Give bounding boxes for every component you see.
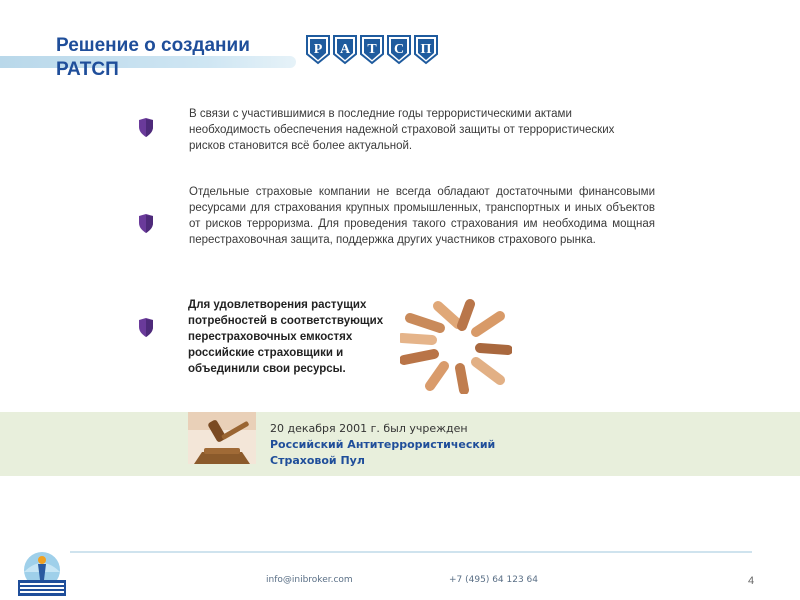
logo-shield-3 xyxy=(361,36,383,63)
logo-letter: С xyxy=(393,42,405,57)
gavel-image xyxy=(188,412,256,464)
footer-email[interactable]: info@inibroker.com xyxy=(266,575,353,585)
band-text xyxy=(270,421,520,469)
band-org-name: Российский Антитеррористический Страховой Пул xyxy=(270,438,496,467)
bullet-text-2: Отдельные страховые компании не всегда обладают достаточными финансовыми ресурсами для страхования крупных промышленных, транспортных и иных объектов от рисков терроризма. Для проведения такого страхования им необходима мощная перестраховочная защита, поддержка других участников страхового рынка. xyxy=(189,186,655,246)
logo-shield-1 xyxy=(307,36,329,63)
footer-phone: +7 (495) 64 123 64 xyxy=(449,575,538,585)
logo-letter: А xyxy=(339,42,351,57)
logo-letter: Р xyxy=(313,42,323,57)
band-date-line: 20 декабря 2001 г. был учрежден xyxy=(270,422,468,435)
logo-letter: Т xyxy=(367,42,377,57)
shield-icon xyxy=(138,118,154,138)
footer-divider xyxy=(70,551,752,553)
bullet-text-3: Для удовлетворения растущих потребностей в соответствующих перестраховочных емкостях российские страховщики и объединили свои ресурсы. xyxy=(188,299,384,375)
ratsp-logo xyxy=(304,34,444,66)
logo-shield-2 xyxy=(334,36,356,63)
bullet-text-1: В связи с участившимися в последние годы террористическими актами необходимость обеспечения надежной страховой защиты от террористических рисков становится всё более актуальной. xyxy=(189,108,615,152)
logo-shield-4 xyxy=(388,36,410,63)
page-title: Решение о создании РАТСП xyxy=(56,35,250,80)
company-logo xyxy=(14,550,70,598)
shield-icon xyxy=(138,318,154,338)
logo-letter: П xyxy=(420,42,432,57)
shield-icon xyxy=(138,214,154,234)
joined-hands-image xyxy=(400,298,512,394)
logo-shield-5 xyxy=(415,36,437,63)
page-number: 4 xyxy=(748,575,755,587)
